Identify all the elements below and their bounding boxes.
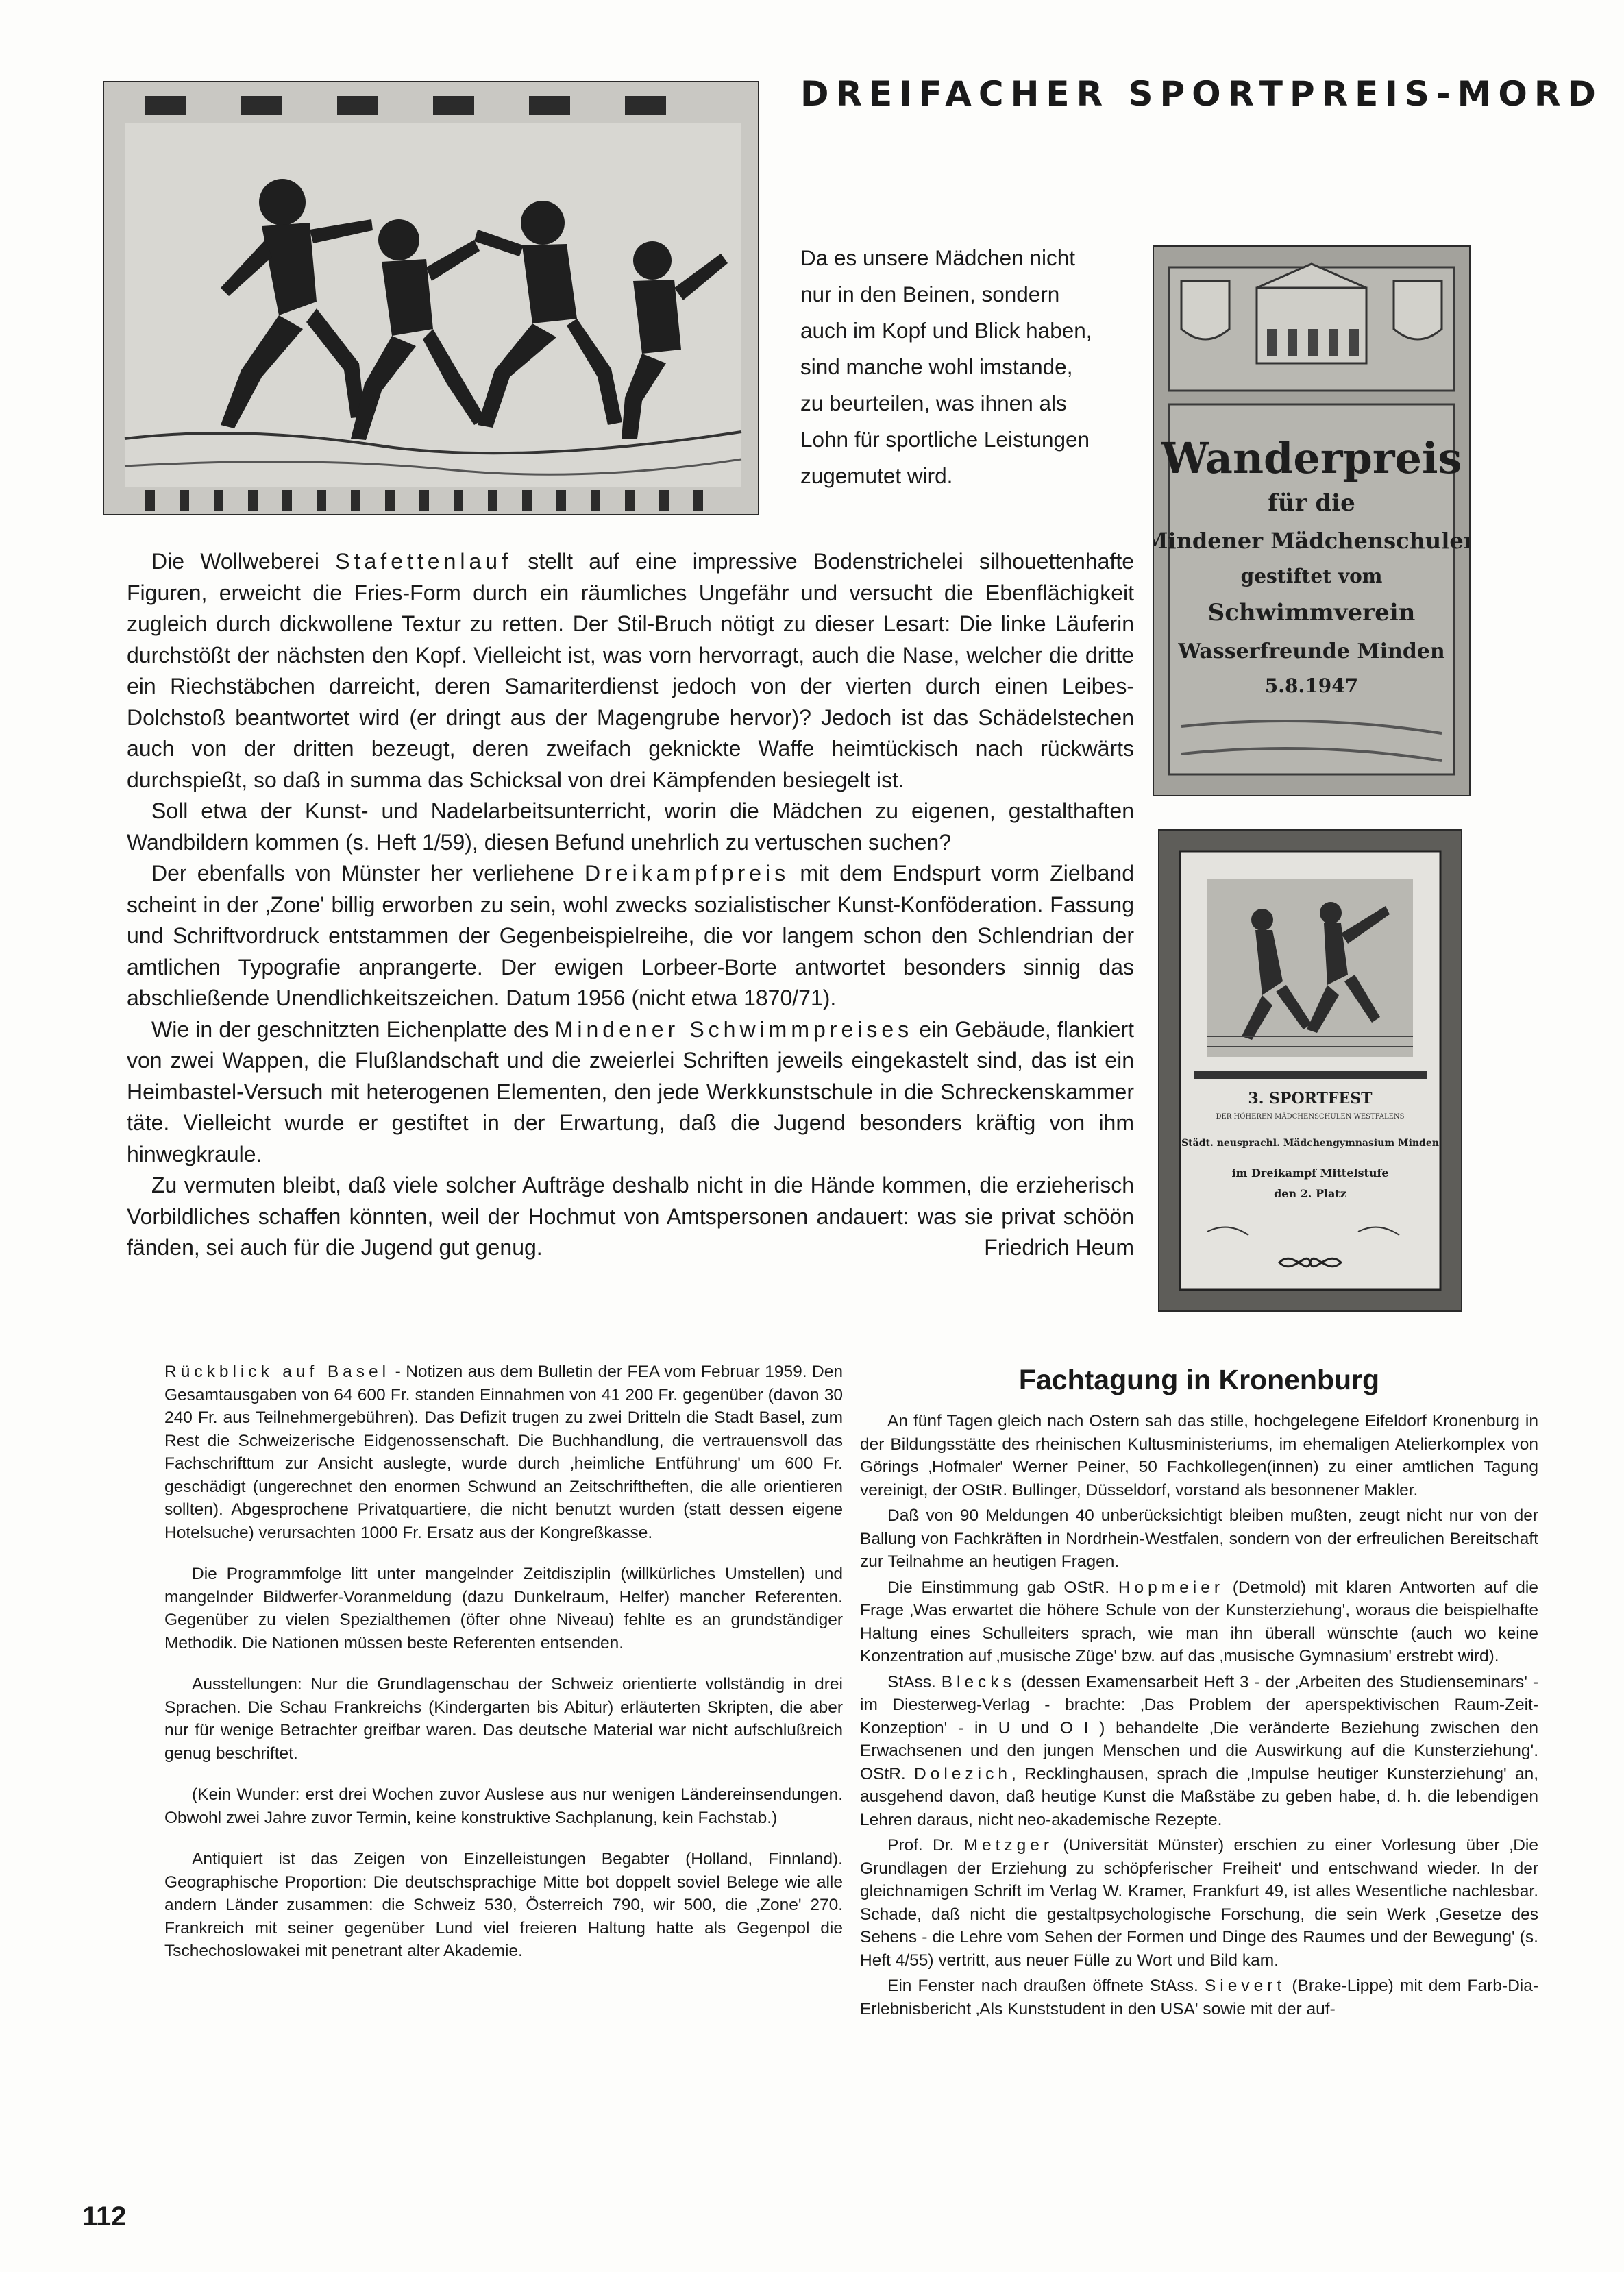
plaque-line-2: für die	[1268, 489, 1355, 517]
left-column	[164, 1360, 843, 1981]
plaque-line-6: Wasserfreunde Minden	[1178, 639, 1445, 663]
right-paragraph: StAss. Blecks (dessen Examensarbeit Heft 3 - der ‚Arbeiten des Studienseminars' - im Diesterweg-Verlag - brachte: ‚Das Problem der aperspektivischen Raum-Zeit-Konzeption' - in U und O I ) behandelte ‚Die veränderte Beziehung zwischen den Erwachsenen und den jungen Menschen und die Auswirkung auf die Kunsterziehung'. OStR. Dolezich, Recklinghausen, sprach die ‚Impulse heutiger Kunsterziehung' an, ausgehend davon, daß heutige Kunst die Maßstäbe zu geben habe, d. h. die lebendigen Lehren daraus, nicht neo-akademische Rezepte.	[860, 1672, 1539, 1829]
certificate-line-1: DER HÖHEREN MÄDCHENSCHULEN WESTFALENS	[1216, 1113, 1405, 1121]
intro-line: auch im Kopf und Blick haben,	[800, 318, 1092, 343]
intro-line: nur in den Beinen, sondern	[800, 282, 1060, 306]
certificate-photo	[1158, 829, 1462, 1312]
left-paragraph: Ausstellungen: Nur die Grundlagenschau der Schweiz orientierte vollständig in drei Sprachen. Die Schau Frankreichs (Kindergarten bis Abitur) erläuterten Skripten, die aber nur für wenige Betrachter greifbar waren. Das deutsche Material war nicht aufschlußreich genug beschriftet.	[164, 1675, 843, 1763]
plaque-line-3: Mindener Mädchenschulen	[1154, 528, 1469, 554]
intro-line: Da es unsere Mädchen nicht	[800, 245, 1075, 270]
right-paragraph: Ein Fenster nach draußen öffnete StAss. Sievert (Brake-Lippe) mit dem Farb-Dia-Erlebnisbericht ‚Als Kunststudent in den USA' sowie mit der auf-	[860, 1977, 1538, 2018]
right-paragraph: Prof. Dr. Metzger (Universität Münster) erschien zu einer Vorlesung über ‚Die Grundlagen der Erziehung zu schöpferischer Freiheit' und entschwand wieder. In der gleichnamigen Schrift im Verlag W. Kramer, Frankfurt 49, ist alles Wesentliche nachlesbar. Schade, daß nicht die gestaltpsychologische Forschung, die sein Werk ‚Gesetze des Sehens - die Lehre vom Sehen der Formen und Dinge des Raumes und der Bewegung' (s. Heft 4/55) vertritt, aus neuer Fülle zu Wort und Bild kam.	[860, 1836, 1538, 1970]
tapestry-photo	[103, 81, 759, 515]
article-paragraph: Der ebenfalls von Münster her verliehene Dreikampfpreis mit dem Endspurt vorm Zielband scheint in der ‚Zone' billig erworben zu sein, wohl zwecks sozialistischer Kunst-Konföderation. Fassung und Schriftvordruck entstammen der Gegenbeispielreihe, die vor langem schon den Schlendrian der amtlichen Typografie anprangerte. Der ewigen Lorbeer-Borte antwortet besonders sinnig das abschließende Unendlichkeitszeichen. Datum 1956 (nicht etwa 1870/71).	[127, 861, 1134, 1010]
article-paragraph: Zu vermuten bleibt, daß viele solcher Aufträge deshalb nicht in die Hände kommen, die erzieherisch Vorbildliches schaffen könnten, weil der Hochmut von Amtspersonen andauert: was sie privat schöön fänden, sei auch für die Jugend gut genug. Friedrich Heum	[127, 1170, 1134, 1264]
page-number: 112	[82, 2201, 127, 2232]
right-paragraph: Die Einstimmung gab OStR. Hopmeier (Detmold) mit klaren Antworten auf die Frage ‚Was erwartet die höhere Schule von der Kunsterziehung', woraus die beispielhafte Haltung eines Schulleiters sprach, wie man ihn überall wünschte (auch wo keine Konzentration auf ‚musische Züge' bzw. auf das ‚musische Gymnasium' erstrebt wird).	[860, 1578, 1538, 1665]
article-paragraph: Soll etwa der Kunst- und Nadelarbeitsunterricht, worin die Mädchen zu eigenen, gestalthaften Wandbildern kommen (s. Heft 1/59), diesen Befund unehrlich zu vertuschen suchen?	[127, 798, 1134, 855]
author: Friedrich Heum	[984, 1235, 1134, 1260]
left-paragraph: Rückblick auf Basel - Notizen aus dem Bulletin der FEA vom Februar 1959. Den Gesamtausgaben von 64 600 Fr. standen Einnahmen von 41 200 Fr. gegenüber (davon 30 240 Fr. aus Teilnehmergebühren). Das Defizit trugen zu zwei Dritteln die Stadt Basel, zum Rest die Schweizerische Eidgenossenschaft. Die Buchhandlung, die vertrauensvoll das Fachschrifttum zur Ansicht auslegte, wurde durch ‚heimliche Entführung' um 600 Fr. geschädigt (ungerechnet den enormen Schwund an Zeitschriftheften, die alle orientieren sollten). Abgesprochene Privatquartiere, die nicht benutzt wurden (statt dessen eigene Hotelsuche) verursachten 1000 Fr. Ersatz aus der Kongreßkasse.	[164, 1363, 843, 1542]
intro-line: sind manche wohl imstande,	[800, 354, 1073, 379]
article-paragraph: Wie in der geschnitzten Eichenplatte des Mindener Schwimmpreises ein Gebäude, flankiert von zwei Wappen, die Flußlandschaft und die zweierlei Schriften jeweils eingekastelt sind, das ist ein Heimbastel-Versuch mit heterogenen Elementen, den jede Werkkunstschule in die Schreckenskammer täte. Vielleicht wurde er gestiftet in der Erwartung, daß die Jugend besonders kräftig von ihm hinwegkraule.	[127, 1016, 1135, 1166]
right-paragraph: Daß von 90 Meldungen 40 unberücksichtigt bleiben mußten, zeugt nicht nur von der Ballung von Fachkräften in Nordrhein-Westfalen, sondern von der erfreulichen Bereitschaft zur Teilnahme an heutigen Fragen.	[860, 1506, 1538, 1571]
certificate-event: im Dreikampf Mittelstufe	[1231, 1166, 1389, 1180]
article-body	[127, 546, 1134, 1264]
plaque-line-7: 5.8.1947	[1264, 674, 1359, 697]
article-intro	[800, 240, 1157, 494]
intro-line: Lohn für sportliche Leistungen	[800, 427, 1090, 452]
article-title: DREIFACHER SPORTPREIS-MORD	[800, 74, 1603, 114]
plaque-line-1: Wanderpreis	[1161, 433, 1462, 483]
left-paragraph: (Kein Wunder: erst drei Wochen zuvor Auslese aus nur wenigen Ländereinsendungen. Obwohl zwei Jahre zuvor Termin, keine konstruktive Sachplanung, kein Fachstab.)	[164, 1785, 843, 1827]
right-column	[860, 1364, 1538, 2023]
section-heading: Fachtagung in Kronenburg	[1018, 1364, 1380, 1395]
plaque-line-4: gestiftet vom	[1240, 565, 1383, 587]
plaque-photo	[1153, 245, 1471, 796]
certificate-place: den 2. Platz	[1274, 1187, 1346, 1200]
article-paragraph: Die Wollweberei Stafettenlauf stellt auf eine impressive Bodenstrichelei silhouettenhafte Figuren, erweicht die Fries-Form durch ein räumliches Ungefähr und versucht die Ebenflächigkeit zugleich durch dickwollene Textur zu retten. Der Stil-Bruch nötigt zu dieser Lesart: Die linke Läuferin durchstößt der nächsten den Kopf. Vielleicht ist, was vorn hervorragt, auch die Nase, welcher die dritte ein Riechstäbchen darreicht, deren Samariterdienst jedoch von der vierten durch einen Leibes-Dolchstoß beantwortet wird (er dringt aus der Magengrube hervor)? Jedoch ist das Schädelstechen auch von der dritten bezeugt, deren zweifach geknickte Waffe heimtückisch nach rückwärts durchspießt, so daß in summa das Schicksal von drei Kämpfenden besiegelt ist.	[127, 549, 1135, 792]
left-paragraph: Antiquiert ist das Zeigen von Einzelleistungen Begabter (Holland, Finnland). Geographische Proportion: Die deutschsprachige Mitte bot doppelt soviel Belege wie alle andern Länder zusammen: die Schweiz 530, Österreich 790, wir 500, die ‚Zone' 270. Frankreich mit seiner gegenüber Lund viel freieren Haltung hatte als Gegenpol die Tschechoslowakei mit penetrant alter Akademie.	[164, 1850, 843, 1960]
certificate-heading: 3. SPORTFEST	[1248, 1090, 1373, 1108]
intro-line: zu beurteilen, was ihnen als	[800, 391, 1067, 415]
left-paragraph: Die Programmfolge litt unter mangelnder Zeitdisziplin (willkürliches Umstellen) und mangelnder Bildwerfer-Voranmeldung (dazu Dunkelraum, Helfer) mancher Referenten. Gegenüber zu vielen Spezialthemen (öfter ohne Niveau) fehlte es an grundständiger Methodik. Die Nationen müssen beste Referenten entsenden.	[164, 1565, 843, 1652]
intro-line: zugemutet wird.	[800, 463, 953, 488]
right-paragraph: An fünf Tagen gleich nach Ostern sah das stille, hochgelegene Eifeldorf Kronenburg in der Bildungsstätte des rheinischen Kultusministeriums, im ehemaligen Atelierkomplex von Görings ‚Hofmaler' Werner Peiner, 50 Fachkollegen(innen) zu einer amtlichen Tagung vereinigt, der OStR. Bullinger, Düsseldorf, vorstand als besonnener Makler.	[860, 1412, 1538, 1500]
plaque-line-5: Schwimmverein	[1207, 599, 1416, 626]
certificate-school: Städt. neusprachl. Mädchengymnasium Minden	[1181, 1138, 1439, 1149]
